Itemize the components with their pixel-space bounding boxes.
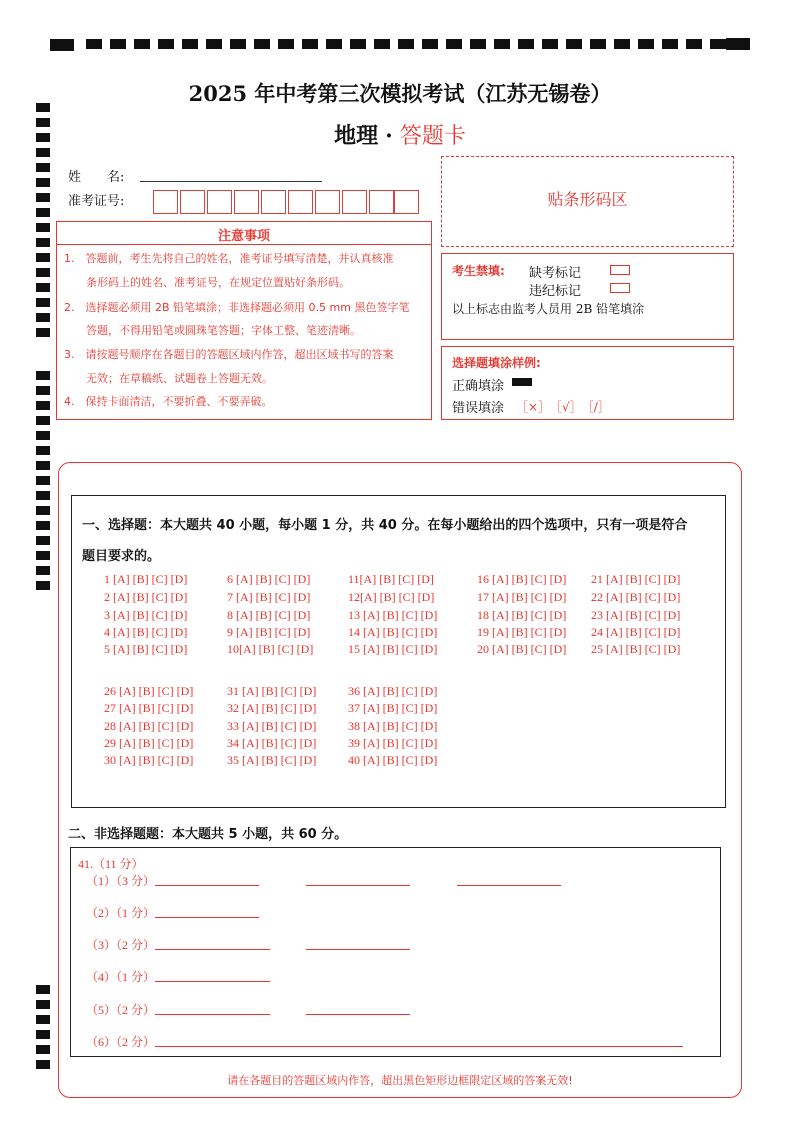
fill-example-title: 选择题填涂样例:	[452, 356, 541, 370]
timing-mark	[36, 223, 50, 232]
choice-row[interactable]: 1 [A] [B] [C] [D]	[104, 572, 188, 586]
written-section-box	[70, 847, 721, 1057]
choice-row[interactable]: 23 [A] [B] [C] [D]	[591, 608, 681, 622]
timing-mark	[36, 446, 50, 455]
choice-row[interactable]: 3 [A] [B] [C] [D]	[104, 608, 188, 622]
answer-line[interactable]	[155, 917, 259, 918]
choice-row[interactable]: 25 [A] [B] [C] [D]	[591, 642, 681, 656]
choice-row[interactable]: 32 [A] [B] [C] [D]	[227, 701, 317, 715]
choice-row[interactable]: 31 [A] [B] [C] [D]	[227, 684, 317, 698]
choice-row[interactable]: 13 [A] [B] [C] [D]	[348, 608, 438, 622]
card-label: 答题卡	[399, 124, 466, 149]
timing-mark	[36, 536, 50, 545]
part-label: （3）（2 分）	[86, 938, 156, 952]
timing-mark	[36, 401, 50, 410]
choice-row[interactable]: 2 [A] [B] [C] [D]	[104, 590, 188, 604]
choice-row[interactable]: 37 [A] [B] [C] [D]	[348, 701, 438, 715]
choice-row[interactable]: 39 [A] [B] [C] [D]	[348, 736, 438, 750]
part-label: （5）（2 分）	[86, 1003, 156, 1017]
id-cell[interactable]	[394, 190, 419, 214]
exam-title: 2025 年中考第三次模拟考试（江苏无锡卷）	[188, 81, 612, 106]
choice-row[interactable]: 18 [A] [B] [C] [D]	[477, 608, 567, 622]
timing-mark	[36, 506, 50, 515]
choice-row[interactable]: 4 [A] [B] [C] [D]	[104, 625, 188, 639]
timing-mark	[36, 386, 50, 395]
violation-mark-box[interactable]	[610, 283, 630, 293]
name-field[interactable]	[140, 181, 322, 182]
choice-row[interactable]: 19 [A] [B] [C] [D]	[477, 625, 567, 639]
id-cell[interactable]	[234, 190, 259, 214]
timing-mark	[36, 476, 50, 485]
part-label: （6）（2 分）	[86, 1035, 156, 1049]
part-label: （1）（3 分）	[86, 874, 156, 888]
choice-row[interactable]: 5 [A] [B] [C] [D]	[104, 642, 188, 656]
notice-line: 4. 保持卡面清洁，不要折叠、不要弄破。	[64, 395, 273, 408]
answer-line[interactable]	[155, 1014, 270, 1015]
barcode-label: 贴条形码区	[547, 190, 628, 209]
choice-row[interactable]: 26 [A] [B] [C] [D]	[104, 684, 194, 698]
choice-row[interactable]: 22 [A] [B] [C] [D]	[591, 590, 681, 604]
choice-row[interactable]: 38 [A] [B] [C] [D]	[348, 719, 438, 733]
part-label: （4）（1 分）	[86, 970, 156, 984]
correct-fill-label: 正确填涂	[452, 379, 505, 394]
title-dot: ·	[385, 123, 393, 149]
choice-section-heading: 一、选择题：本大题共 40 小题，每小题 1 分，共 40 分。在每小题给出的四个选项中，只有一项是符合	[82, 518, 688, 533]
timing-mark	[36, 163, 50, 172]
wrong-fill-label: 错误填涂	[452, 401, 505, 416]
absent-mark-box[interactable]	[610, 265, 630, 275]
notice-line: 1. 答题前，考生先将自己的姓名，准考证号填写清楚，并认真核准	[64, 252, 394, 265]
id-cell[interactable]	[315, 190, 340, 214]
choice-row[interactable]: 28 [A] [B] [C] [D]	[104, 719, 194, 733]
violation-mark-label: 违纪标记	[529, 284, 582, 299]
id-cell[interactable]	[288, 190, 313, 214]
choice-row[interactable]: 34 [A] [B] [C] [D]	[227, 736, 317, 750]
timing-mark	[36, 208, 50, 217]
id-cell[interactable]	[261, 190, 286, 214]
timing-mark	[36, 253, 50, 262]
part-label: （2）（1 分）	[86, 906, 156, 920]
choice-row[interactable]: 17 [A] [B] [C] [D]	[477, 590, 567, 604]
timing-mark	[36, 1045, 50, 1054]
timing-mark	[36, 416, 50, 425]
timing-mark	[36, 461, 50, 470]
choice-row[interactable]: 29 [A] [B] [C] [D]	[104, 736, 194, 750]
choice-row[interactable]: 24 [A] [B] [C] [D]	[591, 625, 681, 639]
id-cell[interactable]	[342, 190, 367, 214]
choice-row[interactable]: 10[A] [B] [C] [D]	[227, 642, 314, 656]
timing-mark	[36, 581, 50, 590]
timing-mark	[36, 268, 50, 277]
choice-section-heading-cont: 题目要求的。	[82, 549, 161, 564]
footer-warning: 请在各题目的答题区域内作答，超出黑色矩形边框限定区域的答案无效!	[227, 1074, 573, 1087]
notice-line: 2. 选择题必须用 2B 铅笔填涂；非选择题必须用 0.5 mm 黑色签字笔	[64, 301, 410, 314]
timing-mark	[36, 298, 50, 307]
choice-row[interactable]: 6 [A] [B] [C] [D]	[227, 572, 311, 586]
choice-row[interactable]: 7 [A] [B] [C] [D]	[227, 590, 311, 604]
timing-mark	[36, 431, 50, 440]
answer-line[interactable]	[155, 949, 270, 950]
correct-fill-sample	[512, 378, 532, 386]
choice-row[interactable]: 9 [A] [B] [C] [D]	[227, 625, 311, 639]
answer-line[interactable]	[457, 885, 561, 886]
choice-row[interactable]: 30 [A] [B] [C] [D]	[104, 753, 194, 767]
timing-mark	[36, 313, 50, 322]
choice-row[interactable]: 12[A] [B] [C] [D]	[348, 590, 435, 604]
timing-mark	[36, 193, 50, 202]
choice-row[interactable]: 15 [A] [B] [C] [D]	[348, 642, 438, 656]
timing-mark	[36, 371, 50, 380]
timing-mark	[36, 566, 50, 575]
choice-row[interactable]: 21 [A] [B] [C] [D]	[591, 572, 681, 586]
choice-row[interactable]: 11[A] [B] [C] [D]	[348, 572, 434, 586]
choice-row[interactable]: 20 [A] [B] [C] [D]	[477, 642, 567, 656]
notice-line: 条形码上的姓名、准考证号，在规定位置贴好条形码。	[64, 276, 350, 289]
answer-line[interactable]	[155, 885, 259, 886]
id-cell[interactable]	[180, 190, 205, 214]
timing-mark	[36, 1000, 50, 1009]
timing-mark	[36, 491, 50, 500]
choice-row[interactable]: 16 [A] [B] [C] [D]	[477, 572, 567, 586]
name-label: 姓 名:	[68, 170, 125, 185]
subject-title	[0, 119, 800, 150]
timing-mark	[36, 521, 50, 530]
timing-mark	[36, 1060, 50, 1069]
notice-line: 3. 请按题号顺序在各题目的答题区域内作答，超出区域书写的答案	[64, 348, 394, 361]
choice-row[interactable]: 36 [A] [B] [C] [D]	[348, 684, 438, 698]
notice-line: 无效；在草稿纸、试题卷上答题无效。	[64, 372, 273, 385]
timing-mark	[36, 238, 50, 247]
choice-row[interactable]: 35 [A] [B] [C] [D]	[227, 753, 317, 767]
question-41-title: 41.（11 分）	[78, 857, 144, 871]
choice-row[interactable]: 27 [A] [B] [C] [D]	[104, 701, 194, 715]
choice-row[interactable]: 8 [A] [B] [C] [D]	[227, 608, 311, 622]
absent-mark-label: 缺考标记	[529, 266, 582, 281]
timing-mark	[36, 283, 50, 292]
forbidden-note: 以上标志由监考人员用 2B 铅笔填涂	[452, 302, 645, 316]
timing-mark	[36, 551, 50, 560]
notice-line: 答题，不得用铅笔或圆珠笔答题；字体工整、笔迹清晰。	[64, 324, 361, 337]
choice-row[interactable]: 14 [A] [B] [C] [D]	[348, 625, 438, 639]
id-label: 准考证号:	[68, 194, 125, 209]
choice-row[interactable]: 40 [A] [B] [C] [D]	[348, 753, 438, 767]
answer-line[interactable]	[155, 1046, 683, 1047]
subject-name: 地理	[334, 123, 379, 149]
timing-mark	[36, 985, 50, 994]
choice-row[interactable]: 33 [A] [B] [C] [D]	[227, 719, 317, 733]
timing-mark	[36, 1030, 50, 1039]
timing-mark	[36, 178, 50, 187]
written-section-heading: 二、非选择题题：本大题共 5 小题，共 60 分。	[68, 827, 348, 842]
id-cell[interactable]	[369, 190, 394, 214]
answer-line[interactable]	[306, 885, 410, 886]
answer-line[interactable]	[306, 949, 410, 950]
wrong-fill-samples: ［×］ ［√］ ［/］	[516, 400, 610, 414]
forbidden-label: 考生禁填:	[452, 264, 505, 278]
notice-title: 注意事项	[217, 229, 270, 244]
timing-mark	[36, 328, 50, 337]
id-cell[interactable]	[153, 190, 178, 214]
id-cell[interactable]	[207, 190, 232, 214]
barcode-area	[441, 156, 734, 247]
answer-line[interactable]	[155, 981, 270, 982]
answer-line[interactable]	[306, 1014, 410, 1015]
timing-mark	[36, 1015, 50, 1024]
